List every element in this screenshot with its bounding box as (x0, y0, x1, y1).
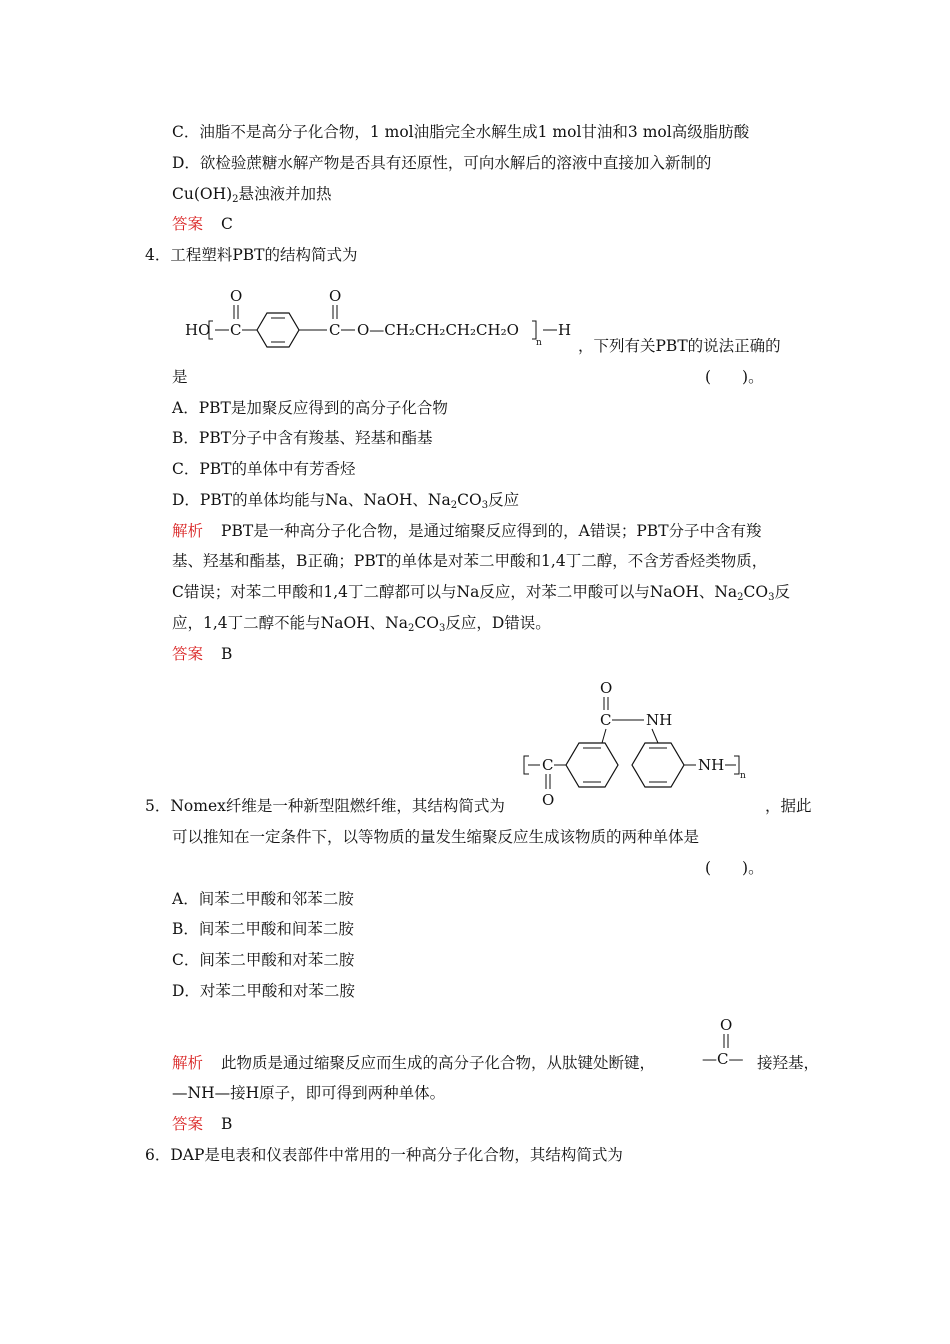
q5-analysis-line2: —NH—接H原子，即可得到两种单体。 (172, 1084, 446, 1102)
q4-answer-blank: ( )。 (705, 368, 764, 386)
pbt-c1: C (230, 321, 242, 339)
q5-option-b: B．间苯二甲酸和间苯二胺 (172, 920, 354, 938)
q5-stem-line1: 5．Nomex纤维是一种新型阻燃纤维，其结构简式为 (145, 797, 505, 815)
carbonyl-c: —C— (702, 1050, 744, 1068)
pbt-ho: HO (185, 321, 211, 339)
q5-option-a: A．间苯二甲酸和邻苯二胺 (172, 890, 354, 908)
q4-analysis-line4: 应，1,4丁二醇不能与NaOH、$Na_2CO_3$反应，D错误。 (172, 614, 551, 634)
q4-option-b: B．PBT分子中含有羧基、羟基和酯基 (172, 429, 433, 447)
q4-analysis-line3: C错误；对苯二甲酸和1,4丁二醇都可以与Na反应，对苯二甲酸可以与NaOH、$Na_2CO_3$反 (172, 583, 790, 603)
q4-stem-end: 是 (172, 368, 188, 386)
answer-label: 答案 (172, 1115, 204, 1133)
q4-stem-cont: ，下列有关PBT的说法正确的 (578, 337, 781, 355)
q4-stem: 4．工程塑料PBT的结构简式为 (145, 246, 358, 264)
q5-analysis-line1-end: 接羟基， (757, 1054, 820, 1072)
analysis-label: 解析 (172, 522, 204, 540)
pbt-o1: O (230, 287, 243, 305)
pbt-n: n (536, 338, 542, 348)
pbt-structure-formula (185, 285, 585, 355)
nomex-c-top: C (600, 711, 612, 729)
q4-option-d: D．PBT的单体均能与Na、NaOH、$Na_2CO_3$反应 (172, 491, 520, 511)
nomex-c-left: C (542, 756, 554, 774)
carbonyl-group (700, 1014, 760, 1070)
pbt-chain: O—CH₂CH₂CH₂CH₂O (357, 321, 519, 339)
answer-label: 答案 (172, 215, 204, 233)
q5-option-d: D．对苯二甲酸和对苯二胺 (172, 982, 355, 1000)
q3-answer: 答案 C (172, 215, 233, 233)
q5-option-c: C．间苯二甲酸和对苯二胺 (172, 951, 355, 969)
nomex-o-bottom: O (542, 791, 555, 809)
analysis-label: 解析 (172, 1054, 204, 1072)
q4-option-c: C．PBT的单体中有芳香烃 (172, 460, 356, 478)
q5-answer: 答案 B (172, 1115, 233, 1133)
pbt-o2: O (329, 287, 342, 305)
nomex-n: n (740, 771, 746, 781)
carbonyl-o: O (720, 1016, 733, 1034)
nomex-o-top: O (600, 679, 613, 697)
pbt-c2: C (329, 321, 341, 339)
answer-label: 答案 (172, 645, 204, 663)
q3-option-d-line1: D．欲检验蔗糖水解产物是否具有还原性，可向水解后的溶液中直接加入新制的 (172, 154, 712, 172)
q5-analysis-line1: 解析 此物质是通过缩聚反应而生成的高分子化合物，从肽键处断键， (172, 1054, 656, 1072)
nomex-nh-right: NH (698, 756, 725, 774)
q6-stem: 6．DAP是电表和仪表部件中常用的一种高分子化合物，其结构简式为 (145, 1146, 623, 1164)
q4-answer: 答案 B (172, 645, 233, 663)
q3-option-d-line2: $Cu(OH)_2$悬浊液并加热 (172, 185, 332, 205)
q4-analysis-line1: 解析 PBT是一种高分子化合物，是通过缩聚反应得到的，A错误；PBT分子中含有羧 (172, 522, 762, 540)
q3-option-c: C．油脂不是高分子化合物，1 mol油脂完全水解生成1 mol甘油和3 mol高级脂肪酸 (172, 123, 750, 141)
q4-option-a: A．PBT是加聚反应得到的高分子化合物 (172, 399, 448, 417)
q5-answer-blank: ( )。 (705, 859, 764, 877)
q5-stem-line1-end: ，据此 (765, 797, 812, 815)
nomex-nh-top: NH (646, 711, 673, 729)
q4-analysis-line2: 基、羟基和酯基，B正确；PBT的单体是对苯二甲酸和1,4丁二醇，不含芳香烃类物质， (172, 552, 768, 570)
q5-stem-line2: 可以推知在一定条件下，以等物质的量发生缩聚反应生成该物质的两种单体是 (172, 828, 700, 846)
pbt-h: H (558, 321, 572, 339)
nomex-structure-formula (520, 677, 765, 812)
